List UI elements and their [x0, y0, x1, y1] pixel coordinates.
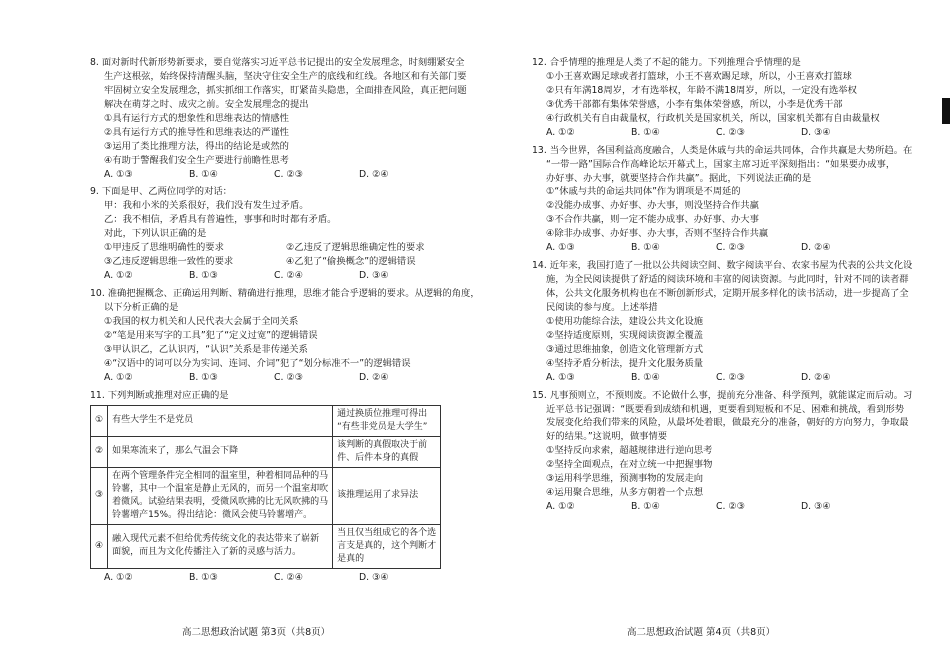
cell-line: 铃薯，其中一个温室是静止无风的，而另一个温室却吹 — [112, 483, 329, 494]
option-b: B. ①③ — [189, 572, 218, 584]
cell-line: 言支是真的，这个判断才 — [337, 540, 437, 551]
analysis-cell — [333, 524, 441, 568]
statement-item: ①具有运行方式的想象性和思维表达的情感性 — [104, 112, 289, 124]
question-stem-line: 9. 下面是甲、乙两位同学的对话： — [90, 186, 232, 198]
judgment-cell — [108, 467, 333, 524]
cell-line: 如果寒流来了，那么气温会下降 — [112, 446, 239, 457]
question-stem-line: “一带一路”国际合作高峰论坛开幕式上，国家主席习近平深刻指出：“如果要办成事， — [546, 158, 896, 170]
statement-item: ③运用了类比推理方法，得出的结论是或然的 — [104, 140, 289, 152]
statement-item: ④乙犯了“偷换概念”的逻辑错误 — [286, 256, 416, 268]
table-row — [91, 524, 441, 568]
answer-options — [90, 269, 468, 283]
question-11 — [90, 389, 468, 585]
left-column — [90, 56, 480, 585]
option-c: C. ②③ — [274, 168, 304, 180]
cell-line: 是真的 — [337, 553, 365, 564]
dialog-line: 乙：我不相信，矛盾具有普遍性，事事和时时都有矛盾。 — [104, 214, 337, 226]
row-number: ③ — [91, 467, 108, 524]
option-b: B. ①④ — [631, 501, 660, 513]
statement-item: ①甲违反了思维明确性的要求 — [104, 242, 224, 254]
statement-item: ③不合作共赢，则一定不能办成事、办好事、办大事 — [546, 214, 759, 226]
answer-options — [532, 500, 894, 514]
answer-options — [90, 371, 468, 385]
option-b: B. ①④ — [631, 242, 660, 254]
answer-options — [90, 168, 468, 182]
option-c: C. ②③ — [716, 126, 746, 138]
statement-item: ②坚持全面观点，在对立统一中把握事物 — [546, 459, 713, 471]
statement-item: ①小王喜欢踢足球或者打篮球，小王不喜欢踢足球，所以，小王喜欢打篮球 — [546, 70, 852, 82]
judgment-table — [90, 405, 441, 570]
option-a: A. ①② — [104, 572, 133, 584]
option-c: C. ②③ — [716, 242, 746, 254]
statement-item: ②乙违反了逻辑思维确定性的要求 — [286, 242, 425, 254]
cell-line: 有些大学生不是党员 — [112, 415, 194, 426]
question-stem-line: 牢固树立安全发展理念，抓实抓细工作落实，盯紧苗头隐患，全面排查风险，真正把问题 — [104, 84, 467, 96]
question-14 — [532, 259, 913, 384]
answer-options — [532, 126, 894, 140]
statement-item: ④除非办成事、办好事、办大事，否则不坚持合作共赢 — [546, 228, 769, 240]
table-row — [91, 436, 441, 467]
statement-item: ③运用科学思维，预测事物的发展走向 — [546, 473, 704, 485]
cell-line: 着微风。试验结果表明，受微风吹拂的比无风吹拂的马 — [112, 496, 329, 507]
option-c: C. ②③ — [274, 371, 304, 383]
option-d: D. ③④ — [359, 270, 389, 282]
cell-line: 铃薯增产15%。得出结论：微风会使马铃薯增产。 — [112, 509, 313, 520]
question-stem-line: 发展变化给我们带来的风险，从最坏处着眼，做最充分的准备，朝好的方向努力，争取最 — [546, 417, 909, 429]
option-a: A. ①② — [104, 270, 133, 282]
right-column — [532, 56, 913, 514]
page-footer-right: 高二思想政治试题 第4页（共8页） — [627, 627, 776, 638]
option-c: C. ②④ — [274, 270, 304, 282]
answer-options — [532, 241, 894, 255]
question-stem-line: 体，公共文化服务机构也在不断创新形式，定期开展多样化的读书活动，进一步提高了全 — [546, 288, 909, 299]
judgment-cell — [108, 405, 333, 436]
statement-item: ②坚持适度原则，实现阅读资源全覆盖 — [546, 329, 704, 341]
cell-line: 件、后件本身的真假 — [337, 452, 419, 463]
option-c: C. ②③ — [716, 501, 746, 513]
table-row — [91, 467, 441, 524]
question-stem-line: 13. 当今世界，各国利益高度融合，人类是休戚与共的命运共同体，合作共赢是大势所趋。在 — [532, 144, 913, 156]
judgment-cell — [108, 524, 333, 568]
statement-item: ①我国的权力机关和人民代表大会属于全同关系 — [104, 315, 299, 327]
option-b: B. ①④ — [631, 371, 660, 383]
question-12 — [532, 56, 894, 140]
cell-line: 融入现代元素不但给优秀传统文化的表达带来了崭新 — [112, 534, 320, 545]
analysis-cell — [333, 436, 441, 467]
dialog-line: 甲：我和小米的关系很好，我们没有发生过矛盾。 — [104, 200, 309, 212]
question-8 — [90, 56, 468, 181]
statement-pair — [90, 255, 468, 269]
option-d: D. ③④ — [801, 126, 831, 138]
statement-item: ④有助于警醒我们安全生产要进行前瞻性思考 — [104, 154, 289, 166]
statement-item: ③优秀干部都有集体荣誉感，小李有集体荣誉感，所以，小李是优秀干部 — [546, 98, 843, 110]
statement-item: ③乙违反逻辑思维一致性的要求 — [104, 256, 234, 268]
question-stem-line: 施，为全民阅读提供了舒适的阅读环境和丰富的阅读资源。与此同时，针对不同的读者群 — [546, 274, 909, 286]
option-a: A. ①② — [546, 501, 575, 513]
statement-item: ④运用聚合思维，从多方朝着一个点想 — [546, 487, 704, 499]
question-15 — [532, 389, 913, 514]
option-d: D. ②④ — [359, 371, 389, 383]
option-d: D. ②④ — [801, 242, 831, 254]
question-stem-line: 好的结果。”这说明，做事情要 — [546, 431, 668, 443]
question-stem-line: 生产这根弦，始终保持清醒头脑，坚决守住安全生产的底线和红线。各地区和有关部门要 — [104, 70, 467, 82]
analysis-cell — [333, 405, 441, 436]
option-a: A. ①③ — [546, 242, 575, 254]
question-13 — [532, 144, 913, 256]
page-footer-left: 高二思想政治试题 第3页（共8页） — [182, 627, 331, 638]
answer-options — [532, 371, 894, 385]
cell-line: 面貌，而且为文化传播注入了新的灵感与活力。 — [112, 547, 302, 558]
statement-item: ①使用功能综合法，建设公共文化设施 — [546, 315, 704, 327]
statement-pair — [90, 241, 468, 255]
question-stem-line: 解决在萌芽之时、成灾之前。安全发展理念的提出 — [104, 98, 309, 110]
row-number: ① — [91, 405, 108, 436]
option-c: C. ②③ — [716, 371, 746, 383]
question-9 — [90, 185, 468, 283]
option-a: A. ①② — [104, 371, 133, 383]
question-lead: 对此，下列认识正确的是 — [104, 228, 207, 240]
option-b: B. ①④ — [189, 168, 218, 180]
answer-options — [90, 571, 468, 585]
row-number: ② — [91, 436, 108, 467]
option-a: A. ①② — [546, 126, 575, 138]
cell-line: 该判断的真假取决于前 — [337, 439, 428, 450]
cell-line: 该推理运用了求异法 — [337, 490, 419, 501]
statement-item: ①坚持反向求索，超越规律进行逆向思考 — [546, 445, 713, 457]
statement-item: ③甲认识乙，乙认识丙，“认识”关系是非传递关系 — [104, 343, 308, 355]
table-row — [91, 405, 441, 436]
option-d: D. ③④ — [359, 572, 389, 584]
option-c: C. ②④ — [274, 572, 304, 584]
statement-item: ③通过思维抽象，创造文化管理新方式 — [546, 343, 704, 355]
statement-item: ①“休戚与共的命运共同体”作为谓项是不周延的 — [546, 186, 741, 198]
statement-item: ②没能办成事、办好事、办大事，则没坚持合作共赢 — [546, 200, 759, 212]
question-stem-line: 民阅读的参与度。上述举措 — [546, 301, 658, 313]
question-stem-line: 15. 凡事预则立，不预则废。不论做什么事，提前充分准备、科学预判，就能谋定而后动。习 — [532, 389, 913, 401]
cell-line: 当且仅当组成它的各个选 — [337, 527, 437, 538]
statement-item: ④坚持矛盾分析法，提升文化服务质量 — [546, 357, 704, 369]
question-stem-line: 以下分析正确的是 — [104, 301, 179, 313]
question-stem-line: 14. 近年来，我国打造了一批以公共阅读空间、数字阅读平台、农家书屋为代表的公共文化设 — [532, 260, 913, 272]
option-a: A. ①③ — [104, 168, 133, 180]
question-stem-line: 11. 下列判断或推理对应正确的是 — [90, 389, 229, 401]
analysis-cell — [333, 467, 441, 524]
statement-item: ④行政机关有自由裁量权，行政机关是国家机关，所以，国家机关都有自由裁量权 — [546, 112, 880, 124]
option-d: D. ③④ — [801, 501, 831, 513]
statement-item: ②“笔是用来写字的工具”犯了“定义过宽”的逻辑错误 — [104, 329, 318, 341]
question-stem-line: 近平总书记强调：“既要看到成绩和机遇，更要看到短板和不足、困难和挑战，看到形势 — [546, 403, 905, 415]
cell-line: “有些非党员是大学生” — [337, 421, 428, 432]
question-stem-line: 12. 合乎情理的推理是人类了不起的能力。下列推理合乎情理的是 — [532, 57, 801, 68]
option-a: A. ①③ — [546, 371, 575, 383]
option-b: B. ①③ — [189, 270, 218, 282]
question-stem-line: 8. 面对新时代新形势新要求，要自觉落实习近平总书记提出的安全发展理念，时刻绷紧安全 — [90, 57, 465, 68]
statement-item: ④“汉语中的词可以分为实词、连词、介词”犯了“划分标准不一”的逻辑错误 — [104, 357, 411, 369]
row-number: ④ — [91, 524, 108, 568]
statement-item: ②只有年满18周岁，才有选举权，年龄不满18周岁，所以，一定没有选举权 — [546, 84, 857, 96]
option-b: B. ①④ — [631, 126, 660, 138]
question-stem-line: 10. 准确把握概念、正确运用判断、精确进行推理，思维才能合乎逻辑的要求。从逻辑的角度， — [90, 288, 480, 299]
statement-item: ②具有运行方式的推导性和思维表达的严谨性 — [104, 126, 289, 138]
binding-mark — [942, 98, 950, 124]
question-stem-line: 办好事、办大事，就要坚持合作共赢”。据此，下列说法正确的是 — [546, 172, 812, 184]
option-b: B. ①③ — [189, 371, 218, 383]
cell-line: 在两个管理条件完全相同的温室里，种着相同品种的马 — [112, 470, 329, 481]
option-d: D. ②④ — [801, 371, 831, 383]
judgment-cell — [108, 436, 333, 467]
option-d: D. ②④ — [359, 168, 389, 180]
cell-line: 通过换质位推理可得出 — [337, 408, 428, 419]
question-10 — [90, 287, 480, 385]
